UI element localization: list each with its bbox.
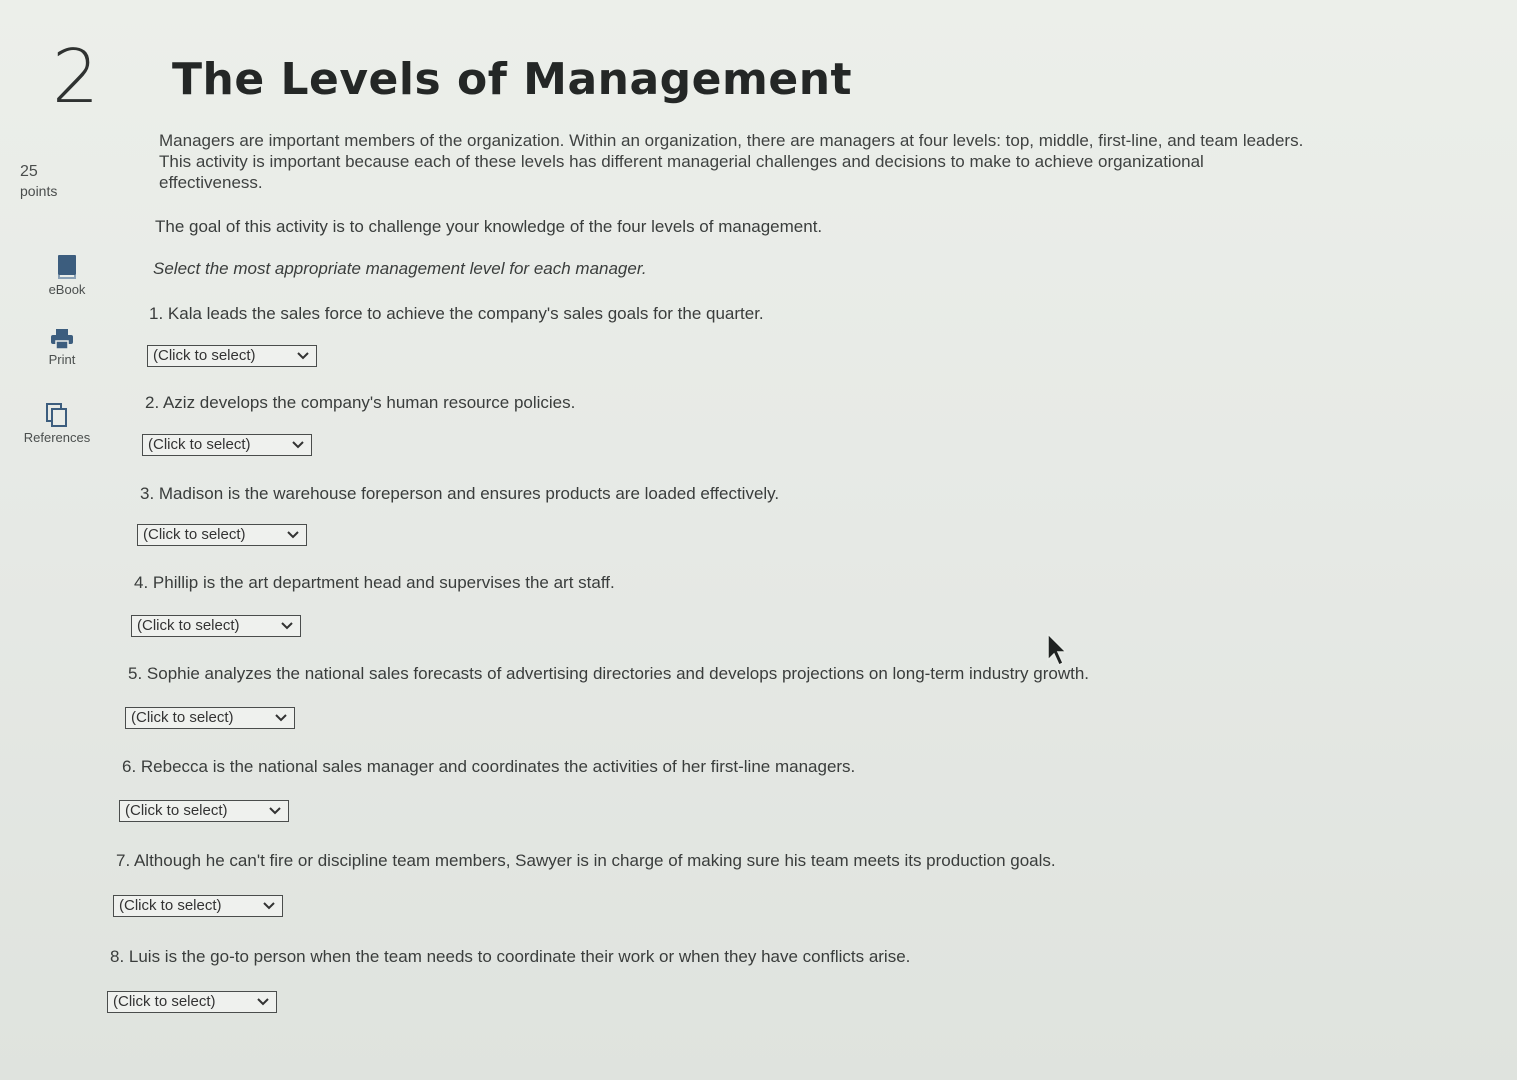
- page-title: The Levels of Management: [172, 54, 853, 105]
- level-select-1[interactable]: [147, 345, 317, 367]
- mouse-pointer-icon: [1046, 632, 1070, 668]
- references-label: References: [23, 430, 91, 445]
- select-value: (Click to select): [143, 526, 246, 543]
- chevron-down-icon: [269, 807, 281, 815]
- print-button[interactable]: [34, 328, 90, 367]
- question-item-5: 5. Sophie analyzes the national sales forecasts of advertising directories and develops projections on long-term industry growth.: [128, 664, 1090, 683]
- level-select-7[interactable]: [113, 895, 283, 917]
- references-button[interactable]: [14, 402, 100, 445]
- intro-paragraph: Managers are important members of the organization. Within an organization, there are managers at four levels: top, middle, first-line, and team leaders. This activity is important because each of these levels has different managerial challenges and decisions to make to achieve organizational effectiveness.: [159, 131, 1304, 192]
- chevron-down-icon: [297, 352, 309, 360]
- chevron-down-icon: [281, 622, 293, 630]
- references-icon: [44, 402, 70, 428]
- select-value: (Click to select): [131, 709, 234, 726]
- question-item-7: 7. Although he can't fire or discipline team members, Sawyer is in charge of making sure his team meets its production goals.: [116, 851, 1056, 870]
- select-value: (Click to select): [148, 436, 251, 453]
- printer-icon: [50, 328, 74, 350]
- points-label: points: [20, 183, 58, 199]
- question-number: 2: [52, 34, 100, 120]
- chevron-down-icon: [287, 531, 299, 539]
- level-select-2[interactable]: [142, 434, 312, 456]
- points-indicator: [20, 163, 76, 199]
- print-label: Print: [48, 352, 76, 367]
- points-value: 25: [20, 163, 38, 180]
- question-item-1: 1. Kala leads the sales force to achieve the company's sales goals for the quarter.: [149, 304, 764, 323]
- select-value: (Click to select): [125, 802, 228, 819]
- select-value: (Click to select): [113, 993, 216, 1010]
- level-select-6[interactable]: [119, 800, 289, 822]
- question-item-6: 6. Rebecca is the national sales manager and coordinates the activities of her first-line managers.: [122, 757, 856, 776]
- instruction-text: Select the most appropriate management level for each manager.: [153, 259, 647, 278]
- chevron-down-icon: [263, 902, 275, 910]
- chevron-down-icon: [257, 998, 269, 1006]
- select-value: (Click to select): [119, 897, 222, 914]
- level-select-5[interactable]: [125, 707, 295, 729]
- ebook-button[interactable]: [38, 254, 96, 297]
- chevron-down-icon: [292, 441, 304, 449]
- chevron-down-icon: [275, 714, 287, 722]
- question-item-3: 3. Madison is the warehouse foreperson and ensures products are loaded effectively.: [140, 484, 780, 503]
- select-value: (Click to select): [153, 347, 256, 364]
- level-select-4[interactable]: [131, 615, 301, 637]
- book-icon: [56, 254, 78, 280]
- select-value: (Click to select): [137, 617, 240, 634]
- question-item-4: 4. Phillip is the art department head and supervises the art staff.: [134, 573, 615, 592]
- question-item-2: 2. Aziz develops the company's human resource policies.: [145, 393, 576, 412]
- question-item-8: 8. Luis is the go-to person when the team needs to coordinate their work or when they have conflicts arise.: [110, 947, 911, 966]
- level-select-3[interactable]: [137, 524, 307, 546]
- ebook-label: eBook: [48, 282, 86, 297]
- goal-text: The goal of this activity is to challenge your knowledge of the four levels of management.: [155, 217, 823, 236]
- level-select-8[interactable]: [107, 991, 277, 1013]
